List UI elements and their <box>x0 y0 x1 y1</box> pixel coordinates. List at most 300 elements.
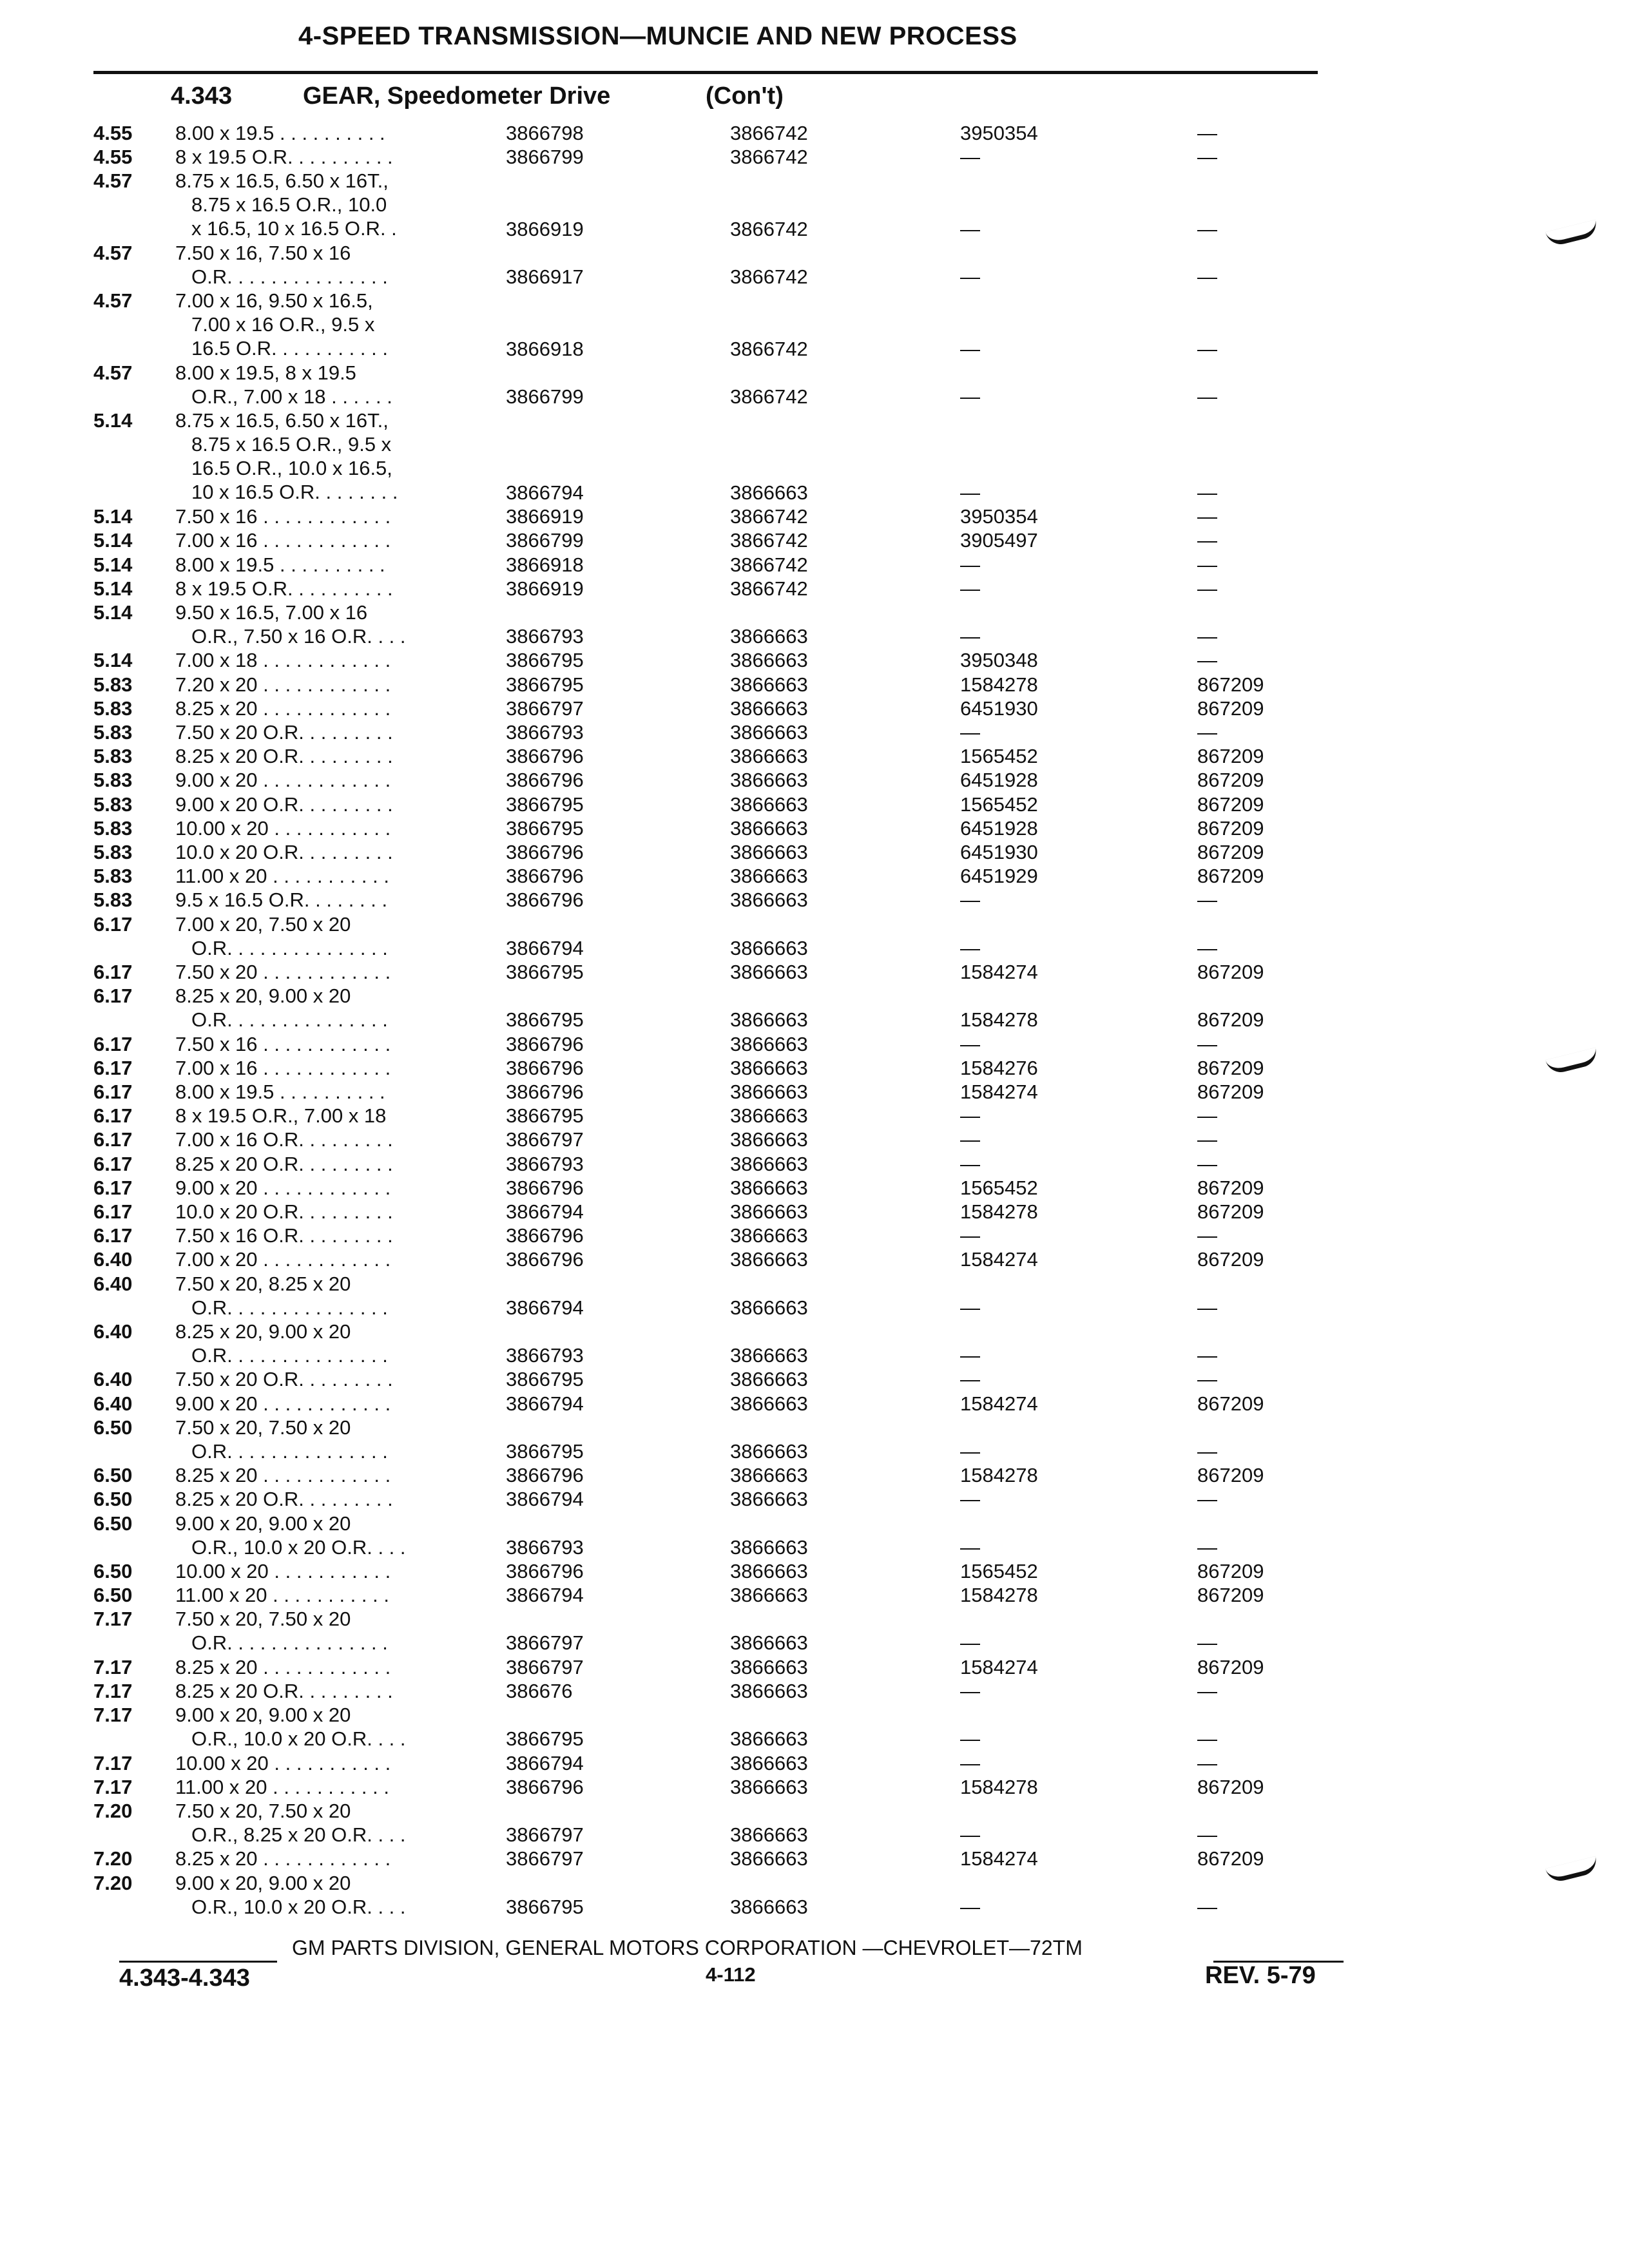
tire-size <box>175 1392 459 1416</box>
part-number-col2: 3866663 <box>730 961 808 983</box>
part-number-col4: 867209 <box>1197 1177 1264 1199</box>
tire-size <box>175 1032 459 1056</box>
part-number-col2: 3866663 <box>730 1368 808 1390</box>
part-number-col4: — <box>1197 937 1217 959</box>
tire-size <box>175 673 459 697</box>
table-row <box>0 1392 1629 1416</box>
part-number-col2: 3866663 <box>730 1344 808 1367</box>
part-number-col2: 3866663 <box>730 1440 808 1463</box>
part-number-col1: 3866796 <box>506 889 584 911</box>
tire-size-line: 7.50 x 20 O.R. . . . . . . . . <box>175 721 393 744</box>
table-row <box>0 1367 1629 1391</box>
part-number-col4: — <box>1197 1727 1217 1750</box>
tire-size <box>175 793 459 816</box>
part-number-col3: — <box>960 1488 980 1510</box>
part-number-col2: 3866663 <box>730 793 808 816</box>
part-number-col2: 3866742 <box>730 385 808 408</box>
part-number-col3: 1584274 <box>960 1248 1038 1271</box>
tire-size-line: O.R. . . . . . . . . . . . . . . <box>191 1008 388 1031</box>
part-number-col4: — <box>1197 889 1217 911</box>
part-number-col1: 3866797 <box>506 1128 584 1151</box>
part-number-col4: — <box>1197 529 1217 552</box>
part-number-col1: 3866795 <box>506 1727 584 1750</box>
part-number-col3: — <box>960 1344 980 1367</box>
tire-size <box>175 1703 459 1751</box>
axle-ratio: 6.50 <box>93 1512 133 1535</box>
tire-size-line: 8 x 19.5 O.R., 7.00 x 18 <box>175 1104 387 1127</box>
part-number-col1: 3866796 <box>506 1224 584 1247</box>
tire-size-line: 10.00 x 20 . . . . . . . . . . . <box>175 1560 391 1582</box>
axle-ratio: 5.83 <box>93 841 133 863</box>
part-number-col2: 3866663 <box>730 817 808 840</box>
axle-ratio: 6.17 <box>93 1033 133 1055</box>
axle-ratio: 4.57 <box>93 361 133 384</box>
axle-ratio: 6.50 <box>93 1488 133 1510</box>
part-number-col3: — <box>960 1536 980 1559</box>
tire-size <box>175 1655 459 1679</box>
footer-page-number: 4-112 <box>706 1963 756 1986</box>
part-number-col4: — <box>1197 1104 1217 1127</box>
table-row <box>0 505 1629 528</box>
table-row <box>0 960 1629 984</box>
tire-size <box>175 241 459 289</box>
part-number-col4: — <box>1197 577 1217 600</box>
part-number-col1: 3866797 <box>506 1631 584 1654</box>
tire-size-line: 16.5 O.R. . . . . . . . . . . <box>191 337 388 360</box>
part-number-col4: — <box>1197 1033 1217 1055</box>
tire-size-line: 8.00 x 19.5 . . . . . . . . . . <box>175 122 385 144</box>
axle-ratio: 5.14 <box>93 601 133 624</box>
tire-size-line: 8.75 x 16.5 O.R., 9.5 x <box>191 433 392 456</box>
part-number-col4: 867209 <box>1197 817 1264 840</box>
axle-ratio: 7.17 <box>93 1680 133 1702</box>
part-number-col4: 867209 <box>1197 1560 1264 1582</box>
part-number-col1: 3866796 <box>506 865 584 887</box>
header-rule <box>93 71 1318 74</box>
tire-size <box>175 1247 459 1271</box>
tire-size-line: 8.00 x 19.5 . . . . . . . . . . <box>175 553 385 576</box>
part-number-col2: 3866742 <box>730 122 808 144</box>
part-number-col2: 3866663 <box>730 1823 808 1846</box>
tire-size-line: 7.50 x 20, 7.50 x 20 <box>175 1800 351 1822</box>
axle-ratio: 4.55 <box>93 146 133 168</box>
tire-size <box>175 1751 459 1775</box>
part-number-col2: 3866663 <box>730 769 808 791</box>
part-number-col4: — <box>1197 385 1217 408</box>
tire-size-line: 8.25 x 20, 9.00 x 20 <box>175 985 351 1007</box>
axle-ratio: 5.83 <box>93 745 133 767</box>
part-number-col1: 3866919 <box>506 218 584 240</box>
tire-size-line: 9.00 x 20, 9.00 x 20 <box>175 1704 351 1726</box>
tire-size <box>175 1272 459 1320</box>
part-number-col2: 3866663 <box>730 625 808 648</box>
tire-size-line: 8.75 x 16.5, 6.50 x 16T., <box>175 409 389 432</box>
axle-ratio: 7.20 <box>93 1847 133 1870</box>
part-number-col2: 3866663 <box>730 1296 808 1319</box>
part-number-col1: 3866795 <box>506 1104 584 1127</box>
part-number-col4: — <box>1197 553 1217 576</box>
table-row <box>0 1056 1629 1080</box>
table-row <box>0 1200 1629 1224</box>
part-number-col3: — <box>960 1631 980 1654</box>
tire-size-line: 9.00 x 20 O.R. . . . . . . . . <box>175 793 393 816</box>
part-number-col3: 6451928 <box>960 817 1038 840</box>
table-row <box>0 1152 1629 1176</box>
part-number-col3: 1565452 <box>960 793 1038 816</box>
part-number-col4: 867209 <box>1197 697 1264 720</box>
tire-size <box>175 505 459 528</box>
part-number-col1: 3866795 <box>506 673 584 696</box>
tire-size <box>175 1463 459 1487</box>
part-number-col3: 1584278 <box>960 1584 1038 1606</box>
part-number-col4: — <box>1197 1368 1217 1390</box>
part-number-col2: 3866663 <box>730 1464 808 1486</box>
axle-ratio: 7.17 <box>93 1608 133 1630</box>
table-row <box>0 1583 1629 1607</box>
part-number-col2: 3866663 <box>730 1752 808 1774</box>
tire-size-line: O.R., 8.25 x 20 O.R. . . . <box>191 1823 406 1846</box>
tire-size <box>175 1487 459 1511</box>
part-number-col1: 3866795 <box>506 1896 584 1918</box>
table-row <box>0 912 1629 960</box>
tire-size-line: 10.0 x 20 O.R. . . . . . . . . <box>175 841 393 863</box>
part-number-col2: 3866663 <box>730 697 808 720</box>
part-number-col2: 3866663 <box>730 1200 808 1223</box>
tire-size <box>175 1775 459 1799</box>
part-number-col3: 1584274 <box>960 1656 1038 1678</box>
part-number-col2: 3866663 <box>730 1081 808 1103</box>
tire-size-line: 7.50 x 20, 7.50 x 20 <box>175 1608 351 1630</box>
part-number-col2: 3866663 <box>730 1128 808 1151</box>
part-number-col4: — <box>1197 625 1217 648</box>
part-number-col4: — <box>1197 1536 1217 1559</box>
part-number-col3: 3905497 <box>960 529 1038 552</box>
tire-size <box>175 408 459 504</box>
part-number-col3: — <box>960 1680 980 1702</box>
part-number-col3: — <box>960 1896 980 1918</box>
part-number-col3: — <box>960 265 980 288</box>
part-number-col2: 3866663 <box>730 1153 808 1175</box>
part-number-col1: 3866793 <box>506 721 584 744</box>
tire-size-line: 8.25 x 20 O.R. . . . . . . . . <box>175 1488 393 1510</box>
tire-size-line: 8.25 x 20 . . . . . . . . . . . . <box>175 1847 391 1870</box>
part-number-col3: — <box>960 338 980 360</box>
tire-size-line: 7.00 x 16, 9.50 x 16.5, <box>175 289 373 312</box>
table-row <box>0 1655 1629 1679</box>
table-row <box>0 577 1629 601</box>
part-number-col3: 6451929 <box>960 865 1038 887</box>
tire-size-line: 7.00 x 20 . . . . . . . . . . . . <box>175 1248 391 1271</box>
tire-size <box>175 169 459 240</box>
part-number-col4: 867209 <box>1197 1008 1264 1031</box>
part-number-col4: 867209 <box>1197 1200 1264 1223</box>
part-number-col3: 1584274 <box>960 1081 1038 1103</box>
axle-ratio: 6.17 <box>93 1057 133 1079</box>
part-number-col1: 3866795 <box>506 1440 584 1463</box>
part-number-col2: 3866663 <box>730 865 808 887</box>
tire-size-line: 8.25 x 20 . . . . . . . . . . . . <box>175 1656 391 1678</box>
tire-size-line: 7.50 x 20, 7.50 x 20 <box>175 1416 351 1439</box>
part-number-col2: 3866742 <box>730 338 808 360</box>
tire-size-line: 7.00 x 16 . . . . . . . . . . . . <box>175 1057 391 1079</box>
part-number-col1: 3866797 <box>506 697 584 720</box>
tire-size-line: O.R. . . . . . . . . . . . . . . <box>191 265 388 288</box>
table-row <box>0 720 1629 744</box>
part-number-col3: 1565452 <box>960 1560 1038 1582</box>
tire-size <box>175 1224 459 1247</box>
tire-size <box>175 1416 459 1463</box>
tire-size <box>175 1320 459 1367</box>
part-number-col1: 3866797 <box>506 1847 584 1870</box>
part-number-col2: 3866663 <box>730 721 808 744</box>
part-number-col4: 867209 <box>1197 1081 1264 1103</box>
part-number-col3: 1584278 <box>960 1200 1038 1223</box>
axle-ratio: 6.17 <box>93 1153 133 1175</box>
part-number-col4: — <box>1197 265 1217 288</box>
section-continued: (Con't) <box>706 82 784 110</box>
axle-ratio: 6.40 <box>93 1248 133 1271</box>
tire-size-line: O.R. . . . . . . . . . . . . . . <box>191 1344 388 1367</box>
tire-size-line: 8.00 x 19.5, 8 x 19.5 <box>175 361 356 384</box>
part-number-col2: 3866663 <box>730 1776 808 1798</box>
footer-rule-left <box>119 1961 277 1963</box>
tire-size <box>175 601 459 648</box>
part-number-col2: 3866663 <box>730 1847 808 1870</box>
table-row <box>0 1871 1629 1919</box>
section-number: 4.343 <box>171 82 233 110</box>
part-number-col4: 867209 <box>1197 961 1264 983</box>
part-number-col1: 3866917 <box>506 265 584 288</box>
part-number-col1: 3866796 <box>506 1464 584 1486</box>
part-number-col3: — <box>960 1153 980 1175</box>
tire-size <box>175 816 459 840</box>
part-number-col4: — <box>1197 1296 1217 1319</box>
part-number-col2: 3866663 <box>730 889 808 911</box>
part-number-col4: 867209 <box>1197 745 1264 767</box>
part-number-col3: — <box>960 385 980 408</box>
axle-ratio: 7.17 <box>93 1656 133 1678</box>
tire-size-line: 7.50 x 16 . . . . . . . . . . . . <box>175 1033 391 1055</box>
axle-ratio: 6.50 <box>93 1560 133 1582</box>
part-number-col1: 3866794 <box>506 1752 584 1774</box>
axle-ratio: 6.40 <box>93 1273 133 1295</box>
part-number-col3: 1565452 <box>960 1177 1038 1199</box>
tire-size-line: 9.00 x 20, 9.00 x 20 <box>175 1872 351 1894</box>
axle-ratio: 4.57 <box>93 169 133 192</box>
part-number-col3: 1584274 <box>960 1392 1038 1415</box>
axle-ratio: 5.83 <box>93 697 133 720</box>
table-row <box>0 553 1629 577</box>
part-number-col2: 3866663 <box>730 1488 808 1510</box>
part-number-col4: 867209 <box>1197 769 1264 791</box>
footer-publisher: GM PARTS DIVISION, GENERAL MOTORS CORPORATION —CHEVROLET—72TM <box>292 1936 1083 1959</box>
part-number-col2: 3866663 <box>730 1631 808 1654</box>
part-number-col1: 3866798 <box>506 122 584 144</box>
table-row <box>0 1775 1629 1799</box>
table-row <box>0 1320 1629 1367</box>
tire-size <box>175 289 459 360</box>
tire-size-line: 8 x 19.5 O.R. . . . . . . . . . <box>175 577 393 600</box>
table-row <box>0 768 1629 792</box>
part-number-col2: 3866663 <box>730 1560 808 1582</box>
part-number-col1: 3866794 <box>506 481 584 504</box>
part-number-col1: 3866796 <box>506 745 584 767</box>
part-number-col2: 3866663 <box>730 1008 808 1031</box>
axle-ratio: 7.17 <box>93 1776 133 1798</box>
table-row <box>0 1224 1629 1247</box>
table-row <box>0 1607 1629 1655</box>
tire-size <box>175 912 459 960</box>
table-row <box>0 1512 1629 1559</box>
axle-ratio: 5.14 <box>93 409 133 432</box>
part-number-col1: 3866795 <box>506 1368 584 1390</box>
part-number-col1: 3866797 <box>506 1823 584 1846</box>
table-row <box>0 984 1629 1032</box>
tire-size <box>175 1512 459 1559</box>
tire-size <box>175 648 459 672</box>
axle-ratio: 7.20 <box>93 1872 133 1894</box>
tire-size-line: O.R. . . . . . . . . . . . . . . <box>191 1296 388 1319</box>
part-number-col1: 3866918 <box>506 553 584 576</box>
part-number-col3: — <box>960 1368 980 1390</box>
part-number-col1: 3866794 <box>506 1584 584 1606</box>
part-number-col3: — <box>960 1128 980 1151</box>
table-row <box>0 408 1629 505</box>
table-row <box>0 145 1629 169</box>
tire-size-line: 8.25 x 20 . . . . . . . . . . . . <box>175 1464 391 1486</box>
axle-ratio: 6.17 <box>93 1200 133 1223</box>
tire-size <box>175 744 459 768</box>
part-number-col4: — <box>1197 1488 1217 1510</box>
axle-ratio: 4.57 <box>93 289 133 312</box>
table-row <box>0 1559 1629 1583</box>
tire-size-line: 7.50 x 16 . . . . . . . . . . . . <box>175 505 391 528</box>
part-number-col1: 3866796 <box>506 1033 584 1055</box>
table-row <box>0 888 1629 912</box>
axle-ratio: 7.17 <box>93 1752 133 1774</box>
tire-size <box>175 1200 459 1224</box>
axle-ratio: 6.40 <box>93 1392 133 1415</box>
tire-size <box>175 1176 459 1200</box>
part-number-col2: 3866742 <box>730 553 808 576</box>
table-row <box>0 1847 1629 1870</box>
part-number-col1: 3866795 <box>506 1008 584 1031</box>
part-number-col1: 3866795 <box>506 961 584 983</box>
part-number-col1: 3866794 <box>506 937 584 959</box>
table-row <box>0 1487 1629 1511</box>
part-number-col2: 3866742 <box>730 218 808 240</box>
tire-size-line: 7.00 x 18 . . . . . . . . . . . . <box>175 649 391 671</box>
part-number-col1: 3866794 <box>506 1200 584 1223</box>
table-row <box>0 1272 1629 1320</box>
part-number-col4: — <box>1197 1752 1217 1774</box>
part-number-col3: 6451928 <box>960 769 1038 791</box>
part-number-col2: 3866663 <box>730 1584 808 1606</box>
part-number-col2: 3866663 <box>730 1727 808 1750</box>
part-number-col1: 3866796 <box>506 769 584 791</box>
table-row <box>0 361 1629 408</box>
part-number-col4: — <box>1197 1631 1217 1654</box>
part-number-col3: — <box>960 1440 980 1463</box>
part-number-col3: — <box>960 218 980 240</box>
axle-ratio: 4.57 <box>93 242 133 264</box>
axle-ratio: 6.50 <box>93 1584 133 1606</box>
part-number-col2: 3866663 <box>730 1656 808 1678</box>
part-number-col1: 3866799 <box>506 529 584 552</box>
part-number-col2: 3866663 <box>730 481 808 504</box>
part-number-col1: 3866919 <box>506 577 584 600</box>
part-number-col1: 3866794 <box>506 1296 584 1319</box>
tire-size <box>175 1559 459 1583</box>
table-row <box>0 1247 1629 1271</box>
part-number-col1: 3866799 <box>506 385 584 408</box>
tire-size-line: 9.00 x 20, 9.00 x 20 <box>175 1512 351 1535</box>
axle-ratio: 5.14 <box>93 553 133 576</box>
table-row <box>0 121 1629 145</box>
tire-size-line: 7.50 x 16 O.R. . . . . . . . . <box>175 1224 393 1247</box>
tire-size-line: O.R., 10.0 x 20 O.R. . . . <box>191 1896 406 1918</box>
axle-ratio: 5.14 <box>93 577 133 600</box>
part-number-col1: 3866793 <box>506 1153 584 1175</box>
part-number-col3: — <box>960 1727 980 1750</box>
table-row <box>0 1679 1629 1703</box>
table-row <box>0 1104 1629 1128</box>
axle-ratio: 5.14 <box>93 505 133 528</box>
part-number-col3: 3950354 <box>960 505 1038 528</box>
axle-ratio: 7.20 <box>93 1800 133 1822</box>
part-number-col1: 3866919 <box>506 505 584 528</box>
part-number-col1: 3866795 <box>506 793 584 816</box>
tire-size <box>175 1056 459 1080</box>
table-row <box>0 648 1629 672</box>
axle-ratio: 6.40 <box>93 1368 133 1390</box>
tire-size <box>175 1871 459 1919</box>
tire-size-line: 7.50 x 16, 7.50 x 16 <box>175 242 351 264</box>
axle-ratio: 5.83 <box>93 769 133 791</box>
tire-size-line: O.R., 7.50 x 16 O.R. . . . <box>191 625 406 648</box>
tire-size-line: 9.50 x 16.5, 7.00 x 16 <box>175 601 368 624</box>
axle-ratio: 5.83 <box>93 793 133 816</box>
tire-size-line: 10.0 x 20 O.R. . . . . . . . . <box>175 1200 393 1223</box>
table-row <box>0 1032 1629 1056</box>
axle-ratio: 6.17 <box>93 1081 133 1103</box>
tire-size <box>175 1799 459 1847</box>
part-number-col4: — <box>1197 218 1217 240</box>
table-row <box>0 840 1629 864</box>
tire-size <box>175 1080 459 1104</box>
part-number-col2: 3866663 <box>730 1033 808 1055</box>
footer-revision: REV. 5-79 <box>1205 1962 1316 1989</box>
tire-size-line: O.R. . . . . . . . . . . . . . . <box>191 937 388 959</box>
table-row <box>0 697 1629 720</box>
part-number-col4: 867209 <box>1197 793 1264 816</box>
part-number-col2: 3866663 <box>730 1536 808 1559</box>
part-number-col3: — <box>960 1823 980 1846</box>
tire-size-line: 8.25 x 20, 9.00 x 20 <box>175 1320 351 1343</box>
table-row <box>0 241 1629 289</box>
table-row <box>0 1751 1629 1775</box>
tire-size-line: 8.75 x 16.5 O.R., 10.0 <box>191 193 387 216</box>
tire-size-line: O.R., 10.0 x 20 O.R. . . . <box>191 1536 406 1559</box>
part-number-col4: 867209 <box>1197 1584 1264 1606</box>
part-number-col3: — <box>960 889 980 911</box>
part-number-col3: — <box>960 1033 980 1055</box>
part-number-col3: 1584274 <box>960 961 1038 983</box>
tire-size <box>175 553 459 577</box>
table-row <box>0 1176 1629 1200</box>
part-number-col3: — <box>960 1104 980 1127</box>
tire-size-line: 9.00 x 20 . . . . . . . . . . . . <box>175 769 391 791</box>
